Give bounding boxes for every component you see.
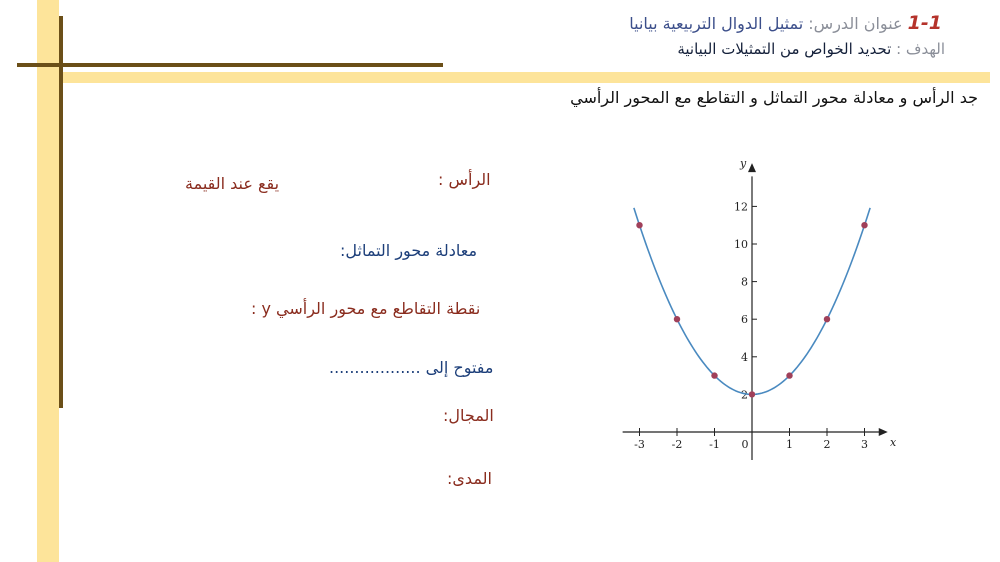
- x-tick-label: 3: [861, 438, 868, 451]
- lesson-prefix: عنوان الدرس:: [808, 14, 903, 33]
- x-tick-label: 2: [823, 438, 831, 451]
- lesson-number: 1-1: [907, 12, 942, 34]
- data-point: [711, 372, 717, 378]
- parabola-graph: [600, 160, 910, 470]
- x-axis-label: x: [890, 436, 897, 449]
- data-point: [674, 316, 680, 322]
- y-tick-label: 10: [734, 238, 748, 251]
- y-axis-arrow: [748, 163, 756, 172]
- y-tick-label: 6: [741, 313, 748, 327]
- y-intercept-label: نقطة التقاطع مع محور الرأسي y :: [251, 299, 481, 318]
- left-brown-line: [59, 16, 63, 408]
- left-yellow-bar: [37, 0, 59, 562]
- top-brown-line: [17, 63, 443, 67]
- vertex-note: يقع عند القيمة: [185, 174, 280, 193]
- x-tick-label: -3: [634, 438, 645, 451]
- x-tick-label: -1: [709, 438, 720, 451]
- goal-text: تحديد الخواص من التمثيلات البيانية: [677, 40, 892, 58]
- lesson-title: تمثيل الدوال التربيعية بيانيا: [629, 14, 804, 33]
- vertex-label: الرأس :: [438, 170, 491, 189]
- opens-direction-label: مفتوح إلى ..................: [329, 358, 494, 377]
- data-point: [786, 372, 792, 378]
- y-tick-label: 2: [741, 388, 748, 402]
- y-tick-label: 8: [741, 275, 748, 289]
- top-yellow-bar: [59, 72, 990, 83]
- y-tick-label: 4: [741, 350, 748, 364]
- range-label: المدى:: [447, 469, 492, 488]
- goal-prefix: الهدف :: [896, 40, 945, 58]
- data-point: [861, 222, 867, 228]
- x-axis-arrow: [879, 428, 888, 436]
- x-tick-label: -2: [671, 438, 683, 451]
- y-tick-label: 12: [734, 200, 748, 214]
- goal-heading: [677, 40, 945, 58]
- domain-label: المجال:: [443, 406, 494, 425]
- data-point: [636, 222, 642, 228]
- x-tick-label: 1: [786, 438, 793, 451]
- x-tick-label: 0: [741, 438, 749, 451]
- axis-of-symmetry-label: معادلة محور التماثل:: [340, 241, 478, 260]
- data-point: [749, 391, 755, 397]
- y-axis-label: y: [740, 160, 747, 170]
- lesson-heading: [629, 12, 942, 34]
- data-point: [824, 316, 830, 322]
- task-instruction: جد الرأس و معادلة محور التماثل و التقاطع مع المحور الرأسي: [570, 88, 978, 107]
